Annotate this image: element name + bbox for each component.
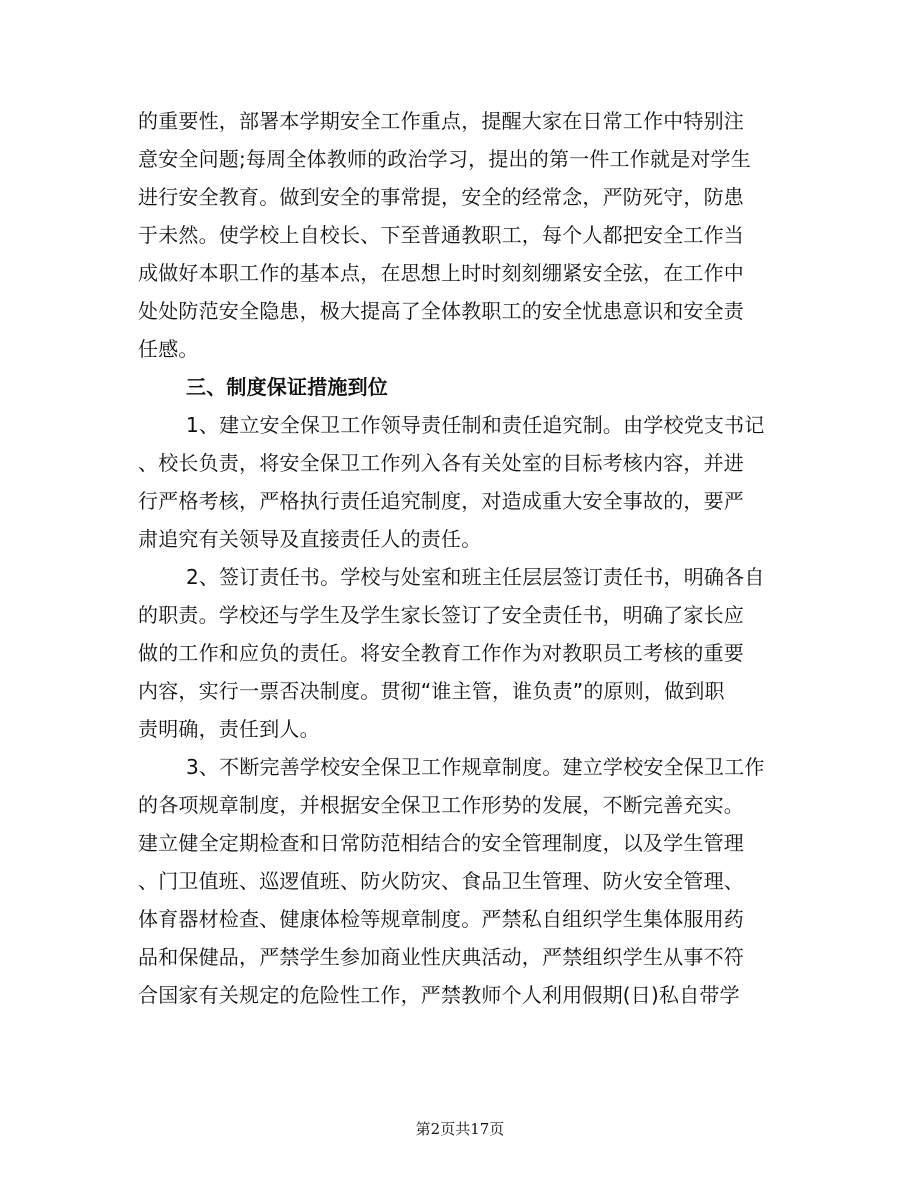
- paragraph-line: 于未然。使学校上自校长、下至普通教职工，每个人都把安全工作当: [138, 223, 744, 247]
- paragraph-line: 、校长负责，将安全保卫工作列入各有关处室的目标考核内容，并进: [138, 451, 744, 475]
- paragraph-line: 的重要性，部署本学期安全工作重点，提醒大家在日常工作中特别注: [138, 109, 744, 133]
- paragraph-line: 做的工作和应负的责任。将安全教育工作作为对教职员工考核的重要: [138, 641, 744, 665]
- paragraph-line: 责明确，责任到人。: [138, 717, 320, 741]
- paragraph-line: 建立健全定期检查和日常防范相结合的安全管理制度，以及学生管理: [138, 831, 744, 855]
- paragraph-line: 2、签订责任书。学校与处室和班主任层层签订责任书，明确各自: [186, 565, 765, 589]
- paragraph-line: 、门卫值班、巡逻值班、防火防灾、食品卫生管理、防火安全管理、: [138, 869, 744, 893]
- paragraph-line: 处处防范安全隐患，极大提高了全体教职工的安全忧患意识和安全责: [138, 299, 744, 323]
- section-heading: 三、制度保证措施到位: [186, 375, 388, 399]
- paragraph-line: 品和保健品，严禁学生参加商业性庆典活动，严禁组织学生从事不符: [138, 945, 744, 969]
- paragraph-line: 成做好本职工作的基本点，在思想上时时刻刻绷紧安全弦，在工作中: [138, 261, 744, 285]
- page-number-footer: 第2页共17页: [415, 1120, 505, 1138]
- paragraph-line: 合国家有关规定的危险性工作，严禁教师个人利用假期(日)私自带学: [138, 983, 740, 1007]
- paragraph-line: 进行安全教育。做到安全的事常提，安全的经常念，严防死守，防患: [138, 185, 744, 209]
- paragraph-line: 1、建立安全保卫工作领导责任制和责任追究制。由学校党支书记: [186, 413, 765, 437]
- body-text: [138, 102, 788, 1014]
- paragraph-line: 体育器材检查、健康体检等规章制度。严禁私自组织学生集体服用药: [138, 907, 744, 931]
- paragraph-line: 肃追究有关领导及直接责任人的责任。: [138, 527, 482, 551]
- paragraph-line: 任感。: [138, 337, 199, 361]
- paragraph-line: 的各项规章制度，并根据安全保卫工作形势的发展，不断完善充实。: [138, 793, 744, 817]
- paragraph-line: 3、不断完善学校安全保卫工作规章制度。建立学校安全保卫工作: [186, 755, 765, 779]
- paragraph-line: 行严格考核，严格执行责任追究制度，对造成重大安全事故的，要严: [138, 489, 744, 513]
- paragraph-line: 内容，实行一票否决制度。贯彻“谁主管，谁负责”的原则，做到职: [138, 679, 725, 703]
- paragraph-line: 意安全问题;每周全体教师的政治学习，提出的第一件工作就是对学生: [138, 147, 751, 171]
- paragraph-line: 的职责。学校还与学生及学生家长签订了安全责任书，明确了家长应: [138, 603, 744, 627]
